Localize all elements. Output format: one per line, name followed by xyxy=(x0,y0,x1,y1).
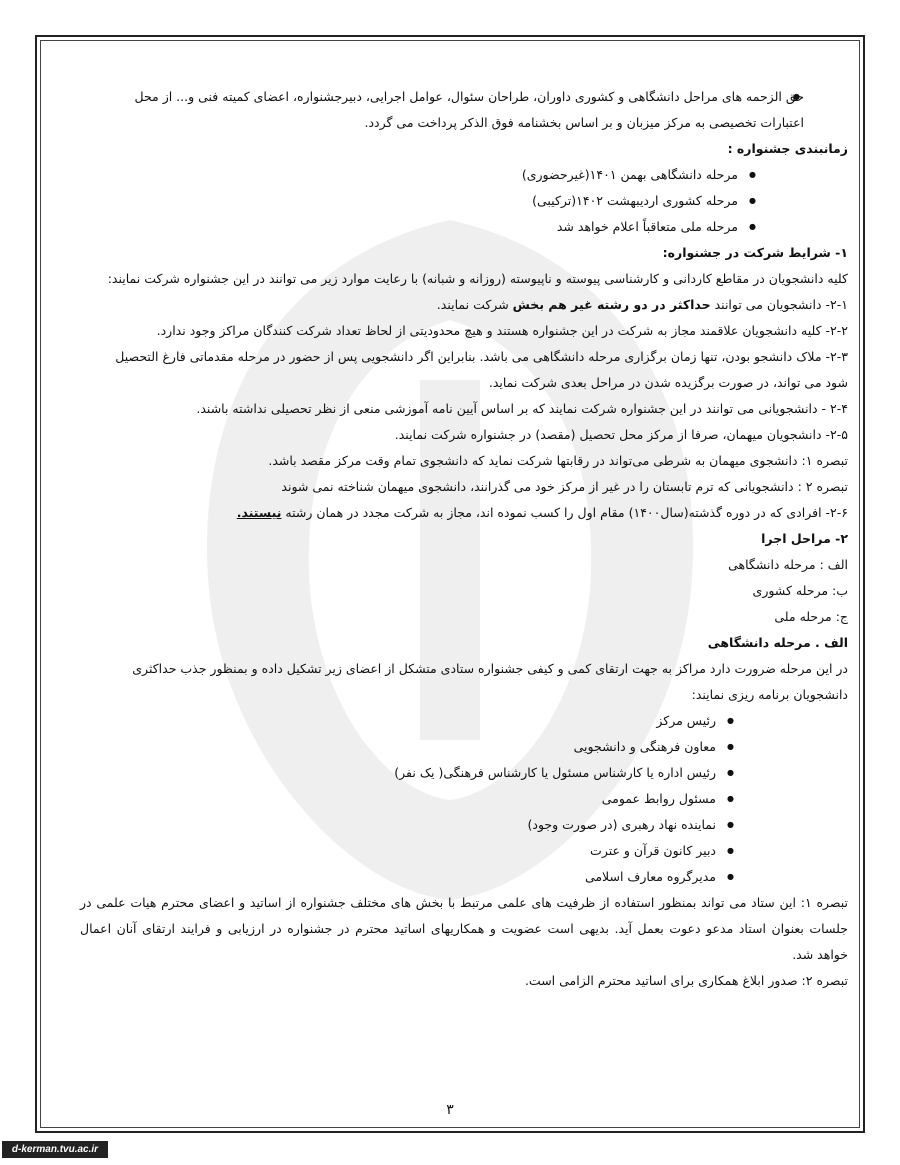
text-line: کلیه دانشجویان در مقاطع کاردانی و کارشناسی پیوسته و ناپیوسته (روزانه و شبانه) با رعایت موارد زیر می توانند در این جشنواره شرکت نمایند: xyxy=(107,271,848,286)
list-item: ● مدیرگروه معارف اسلامی xyxy=(80,864,738,890)
text-line: تبصره ۲ : دانشجویانی که ترم تابستان را در غیر از مرکز خود می گذرانند، دانشجوی میهمان شناخته نمی شوند xyxy=(281,479,848,494)
text-line: ۲-۴ - دانشجویانی می توانند در این جشنواره شرکت نمایند که بر اساس آیین نامه آموزشی منعی از نظر تحصیلی نداشته باشند. xyxy=(196,401,848,416)
list-item: ● نماینده نهاد رهبری (در صورت وجود) xyxy=(80,812,738,838)
page-number: ۳ xyxy=(446,1102,454,1118)
text-line: ۲-۳- ملاک دانشجو بودن، تنها زمان برگزاری مرحله دانشگاهی می باشد. بنابراین اگر دانشجویی پس از حضور در مرحله مقدماتی فارغ التحصیل xyxy=(115,349,848,364)
list-item: ● حق الزحمه های مراحل دانشگاهی و کشوری داوران، طراحان سئوال، عوامل اجرایی، دبیرجشنواره، اعضای کمیته فنی و... از محل xyxy=(80,84,804,110)
section-heading: ۱- شرایط شرکت در جشنواره: xyxy=(662,245,848,260)
section-heading: زمانبندی جشنواره : xyxy=(727,141,848,156)
list-item: ● مسئول روابط عمومی xyxy=(80,786,738,812)
list-item: ج: مرحله ملی xyxy=(774,609,848,624)
note-paragraph: تبصره ۱: این ستاد می تواند بمنظور استفاده از ظرفیت های علمی مرتبط با بخش های مختلف جشنواره از اساتید و اعضای محترم هیات علمی در جلسات بعنوان استاد مدعو دعوت بعمل آید. بدیهی است عضویت و همکاریهای اساتید محترم در جشنواره در ارزیابی و فرایند ارتقای آنان اعمال خواهد شد. xyxy=(80,895,848,962)
list-item: ● معاون فرهنگی و دانشجویی xyxy=(80,734,738,760)
text-line: دانشجویان برنامه ریزی نمایند: xyxy=(691,687,848,702)
list-item: ● رئیس مرکز xyxy=(80,708,738,734)
footer-url[interactable]: d-kerman.tvu.ac.ir xyxy=(2,1141,108,1158)
text-line: اعتبارات تخصیصی به مرکز میزبان و بر اساس بخشنامه فوق الذکر پرداخت می گردد. xyxy=(364,115,804,130)
text-line: شود می تواند، در صورت برگزیده شدن در مراحل بعدی شرکت نماید. xyxy=(488,375,848,390)
list-item: ● مرحله ملی متعاقباً اعلام خواهد شد xyxy=(80,214,760,240)
text-line: ۲-۲- کلیه دانشجویان علاقمند مجاز به شرکت در این جشنواره هستند و هیچ محدودیتی از لحاظ تعداد شرکت کنندگان مراکز وجود ندارد. xyxy=(156,323,848,338)
text-line: تبصره ۲: صدور ابلاغ همکاری برای اساتید محترم الزامی است. xyxy=(524,973,848,988)
section-heading: الف . مرحله دانشگاهی xyxy=(707,635,848,650)
list-item: ● مرحله دانشگاهی بهمن ۱۴۰۱(غیرحضوری) xyxy=(80,162,760,188)
list-item: ● رئیس اداره یا کارشناس مسئول یا کارشناس فرهنگی( یک نفر) xyxy=(80,760,738,786)
list-item: الف : مرحله دانشگاهی xyxy=(728,557,848,572)
text-line: در این مرحله ضرورت دارد مراکز به جهت ارتقای کمی و کیفی جشنواره ستادی متشکل از اعضای زیر تشکیل داده و بمنظور جذب حداکثری xyxy=(132,661,848,676)
text-line: تبصره ۱: دانشجوی میهمان به شرطی می‌تواند در رقابتها شرکت نماید که دانشجوی تمام وقت مرکز مقصد باشد. xyxy=(268,453,848,468)
text-line: ۲-۱- دانشجویان می توانند حداکثر در دو رشته غیر هم بخش شرکت نمایند. xyxy=(436,297,848,312)
text-line: ۲-۶- افرادی که در دوره گذشته(سال۱۴۰۰) مقام اول را کسب نموده اند، مجاز به شرکت مجدد در همان رشته نیستند. xyxy=(236,505,848,520)
text-line: ۲-۵- دانشجویان میهمان، صرفا از مرکز محل تحصیل (مقصد) در جشنواره شرکت نمایند. xyxy=(394,427,848,442)
document-body xyxy=(80,84,848,994)
section-heading: ۲- مراحل اجرا xyxy=(761,531,848,546)
list-item: ● مرحله کشوری اردیبهشت ۱۴۰۲(ترکیبی) xyxy=(80,188,760,214)
list-item: ب: مرحله کشوری xyxy=(752,583,848,598)
list-item: ● دبیر کانون قرآن و عترت xyxy=(80,838,738,864)
